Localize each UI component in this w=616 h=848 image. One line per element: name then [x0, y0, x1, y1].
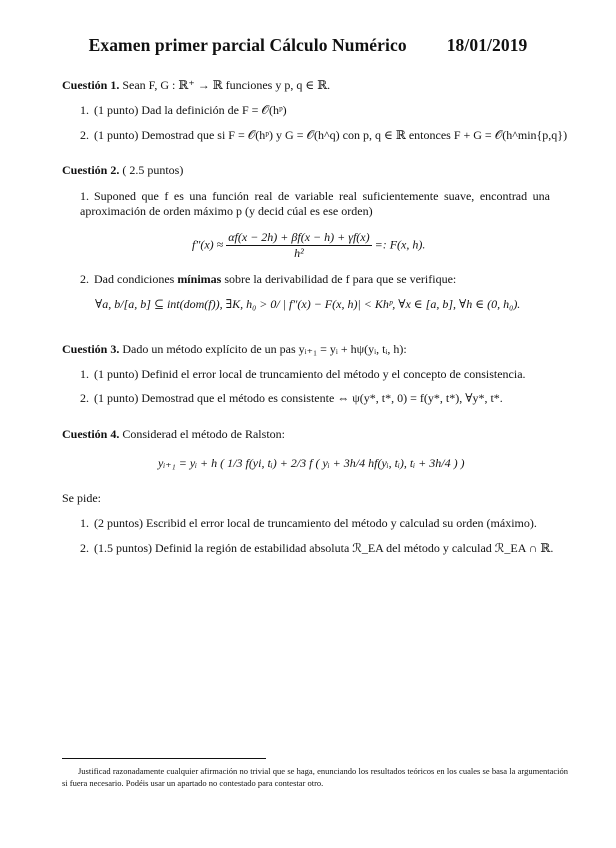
- exam-title: Examen primer parcial Cálculo Numérico: [88, 35, 407, 55]
- exam-date: 18/01/2019: [446, 35, 528, 55]
- question-1: [62, 78, 330, 93]
- minimas-emphasis: mínimas: [177, 272, 222, 286]
- question-3-intro: Dado un método explícito de un pas yᵢ₊₁ = yᵢ + hψ(yᵢ, tᵢ, h):: [122, 342, 407, 356]
- question-3-item-1: 1. (1 punto) Definid el error local de truncamiento del método y el concepto de consistencia.: [80, 367, 526, 381]
- question-3-label: Cuestión 3.: [62, 342, 120, 356]
- question-2: [62, 163, 183, 178]
- question-4-label: Cuestión 4.: [62, 427, 120, 441]
- page-title: [0, 35, 616, 56]
- question-4-item-2: 2. (1.5 puntos) Definid la región de estabilidad absoluta ℛ_EA del método y calculad ℛ_EA ∩ ℝ.: [80, 541, 554, 555]
- question-4-item-1: 1. (2 puntos) Escribid el error local de truncamiento del método y calculad su orden (máximo).: [80, 516, 537, 530]
- question-2-item-1: 1. Suponed que f es una función real de variable real suficientemente suave, encontrad una aproximación de orden máximo p (y decid cúal es ese orden): [80, 189, 550, 218]
- condition-formula: ∀a, b/[a, b] ⊆ int(dom(f)), ∃K, h₀ > 0/ | f″(x) − F(x, h)| < Khᵖ, ∀x ∈ [a, b], ∀h ∈ (0, h₀).: [95, 297, 521, 311]
- question-4: [62, 427, 285, 442]
- approximation-formula: f″(x) ≈ $\frac{\alpha f(x - 2h) + \beta f(x - h) + \gamma f(x)}{\text{h²}}$ =: F(x, h).: [192, 230, 426, 260]
- footnote: Justificad razonadamente cualquier afirmación no trivial que se haga, enunciando los resultados teóricos en los cuales se basa la argumentación si fuera necesario. Podéis usar un apartado no contestado para contestar otro.: [62, 766, 568, 788]
- question-2-points: ( 2.5 puntos): [122, 163, 184, 177]
- question-3-item-2: 2. (1 punto) Demostrad que el método es consistente ⇔ ψ(y*, t*, 0) = f(y*, t*), ∀y*, t*.: [80, 391, 503, 405]
- question-2-label: Cuestión 2.: [62, 163, 120, 177]
- approximation-fraction: $\frac{\alpha f(x - 2h) + \beta f(x - h) + \gamma f(x)}{\text{h²}}$: [228, 230, 370, 260]
- question-1-item-2: 2. (1 punto) Demostrad que si F = 𝒪(hᵖ) y G = 𝒪(h^q) con p, q ∈ ℝ entonces F + G = 𝒪(h^min{p,q}): [80, 128, 568, 142]
- question-4-intro: Considerad el método de Ralston:: [122, 427, 285, 441]
- question-1-intro: Sean F, G : ℝ⁺ → ℝ funciones y p, q ∈ ℝ.: [122, 78, 331, 92]
- se-pide-label: Se pide:: [62, 491, 101, 505]
- question-1-item-1: 1. (1 punto) Dad la definición de F = 𝒪(hᵖ): [80, 103, 287, 117]
- footnote-rule: [62, 758, 266, 759]
- question-3: [62, 342, 407, 357]
- question-1-label: Cuestión 1.: [62, 78, 120, 92]
- question-2-item-2: 2. Dad condiciones mínimas sobre la derivabilidad de f para que se verifique:: [80, 272, 457, 286]
- ralston-formula: yᵢ₊₁ = yᵢ + h ( 1/3 f(yi, tᵢ) + 2/3 f ( yᵢ + 3h/4 hf(yᵢ, tᵢ), tᵢ + 3h/4 ) ): [158, 456, 465, 470]
